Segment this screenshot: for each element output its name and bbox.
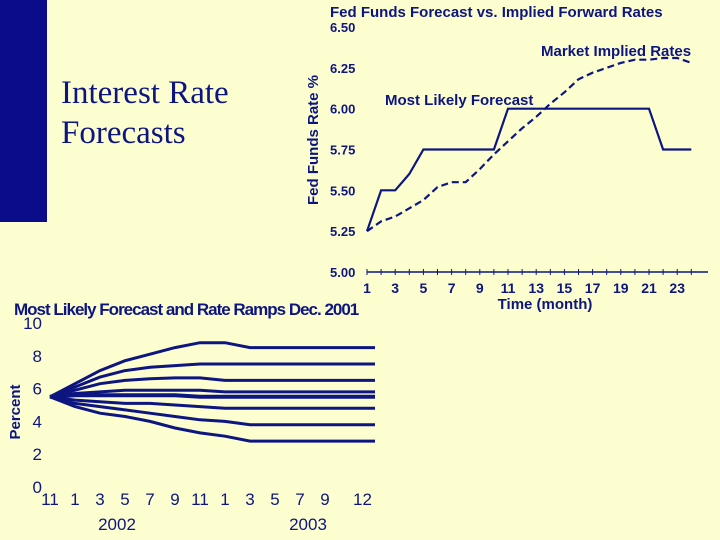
x-tick-label: 19 [613, 280, 629, 296]
rate-ramp-line [50, 395, 375, 397]
x-tick-label: 3 [245, 490, 255, 509]
rate-ramp-line [50, 343, 375, 397]
y-tick-label: 5.00 [330, 265, 356, 280]
chart-title: Fed Funds Forecast vs. Implied Forward Rates [330, 4, 663, 21]
series-label-market-implied: Market Implied Rates [541, 43, 692, 60]
y-tick-label: 8 [32, 346, 42, 366]
y-tick-label: 6.25 [330, 60, 356, 76]
x-tick-label: 1 [70, 490, 80, 509]
y-axis-label: Fed Funds Rate % [305, 74, 322, 206]
x-tick-label: 5 [270, 490, 280, 509]
x-tick-label: 23 [669, 280, 685, 296]
x-tick-label: 1 [363, 280, 371, 296]
x-tick-label: 21 [641, 280, 657, 296]
rate-ramp-line [50, 397, 375, 441]
x-tick-label: 15 [556, 280, 573, 296]
slide-title-line-2: Forecasts [61, 115, 186, 151]
x-tick-label: 11 [191, 490, 209, 509]
x-tick-label: 11 [41, 490, 59, 509]
x-tick-label: 3 [95, 490, 105, 509]
y-axis-label: Percent [7, 384, 24, 440]
series-label-most-likely: Most Likely Forecast [385, 92, 534, 109]
x-tick-label: 11 [500, 280, 516, 296]
x-tick-label: 5 [120, 490, 130, 509]
y-tick-label: 5.25 [330, 224, 356, 240]
x-tick-label: 12 [353, 490, 372, 509]
x-tick-label: 3 [391, 280, 400, 296]
y-tick-label: 2 [32, 445, 42, 465]
y-tick-label: 5.50 [330, 183, 356, 199]
x-tick-label: 9 [475, 280, 484, 296]
slide-title-line-1: Interest Rate [61, 75, 229, 111]
y-tick-label: 6 [32, 379, 42, 399]
x-axis-label: Time (month) [497, 296, 593, 313]
chart-title: Most Likely Forecast and Rate Ramps Dec. 2001 [14, 300, 359, 319]
x-tick-label: 17 [584, 280, 601, 296]
x-tick-label: 5 [419, 280, 428, 296]
y-tick-label: 6.00 [330, 101, 356, 117]
y-tick-label: 5.75 [330, 142, 356, 158]
x-tick-label: 9 [170, 490, 180, 509]
y-tick-label: 4 [32, 412, 42, 432]
x-tick-label: 7 [295, 490, 305, 509]
y-tick-label: 6.50 [330, 20, 356, 35]
x-tick-label: 7 [145, 490, 155, 509]
x-year-label: 2003 [289, 515, 327, 534]
x-tick-label: 1 [220, 490, 230, 509]
y-tick-label: 0 [32, 478, 42, 497]
x-year-label: 2002 [98, 515, 136, 534]
x-tick-label: 13 [528, 280, 544, 296]
x-tick-label: 9 [320, 490, 330, 509]
y-tick-label: 10 [23, 314, 42, 333]
x-tick-label: 7 [447, 280, 456, 296]
